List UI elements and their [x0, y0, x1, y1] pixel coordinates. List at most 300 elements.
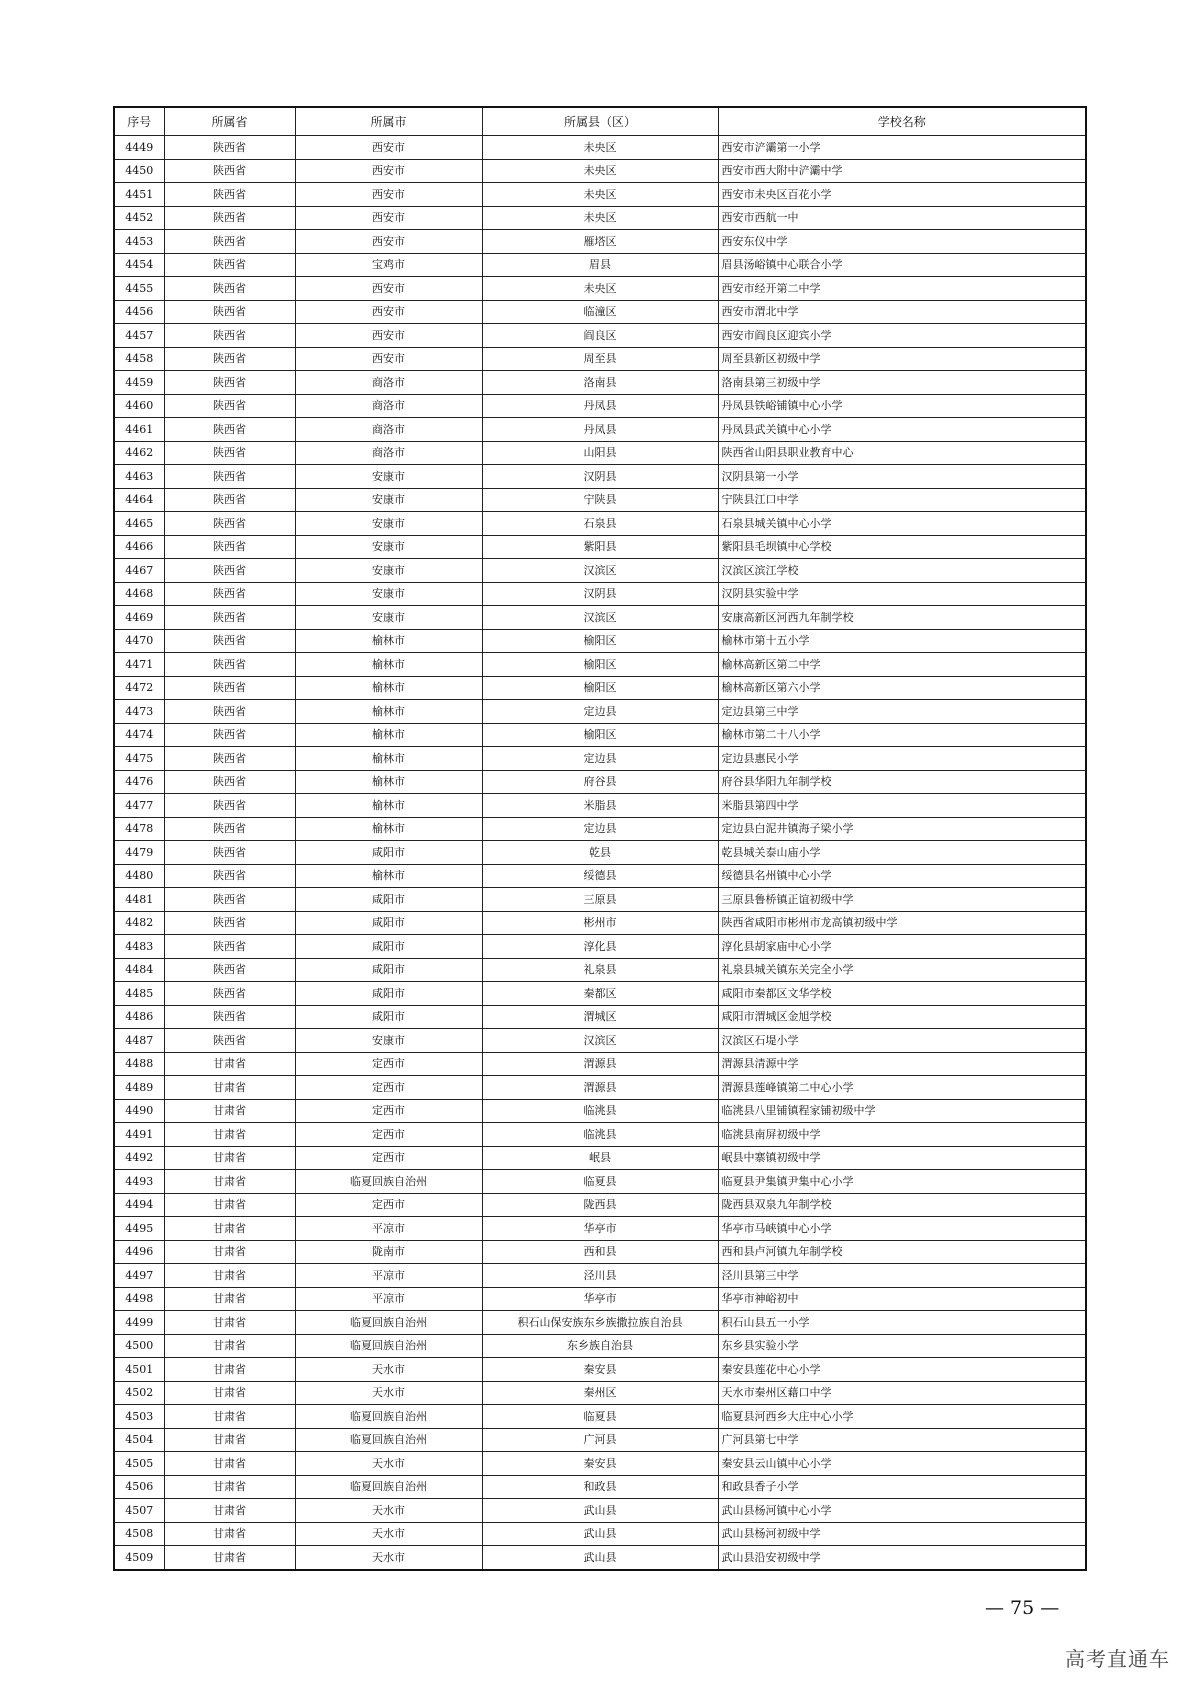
table-row	[114, 347, 1086, 371]
cell-province: 陕西省	[164, 183, 295, 207]
cell-province: 陕西省	[164, 629, 295, 653]
cell-province: 陕西省	[164, 535, 295, 559]
cell-index: 4489	[114, 1076, 164, 1100]
cell-city: 榆林市	[295, 676, 482, 700]
table-row	[114, 1452, 1086, 1476]
table-row	[114, 841, 1086, 865]
cell-county: 秦都区	[482, 982, 718, 1006]
cell-county: 丹凤县	[482, 418, 718, 442]
cell-province: 陕西省	[164, 770, 295, 794]
cell-province: 甘肃省	[164, 1522, 295, 1546]
cell-school-name: 绥德县名州镇中心小学	[718, 864, 1086, 888]
cell-school-name: 紫阳县毛坝镇中心学校	[718, 535, 1086, 559]
cell-city: 天水市	[295, 1358, 482, 1382]
cell-school-name: 西安市经开第二中学	[718, 277, 1086, 301]
cell-county: 洛南县	[482, 371, 718, 395]
cell-province: 陕西省	[164, 888, 295, 912]
cell-county: 榆阳区	[482, 629, 718, 653]
table-row	[114, 300, 1086, 324]
cell-school-name: 三原县鲁桥镇正谊初级中学	[718, 888, 1086, 912]
cell-province: 甘肃省	[164, 1475, 295, 1499]
table-row	[114, 1123, 1086, 1147]
cell-county: 汉滨区	[482, 606, 718, 630]
cell-county: 武山县	[482, 1522, 718, 1546]
table-row	[114, 1334, 1086, 1358]
cell-school-name: 眉县汤峪镇中心联合小学	[718, 253, 1086, 277]
page-number: — 75 —	[985, 1597, 1060, 1619]
cell-province: 陕西省	[164, 418, 295, 442]
cell-school-name: 临夏县河西乡大庄中心小学	[718, 1405, 1086, 1429]
cell-province: 甘肃省	[164, 1217, 295, 1241]
cell-county: 米脂县	[482, 794, 718, 818]
table-row	[114, 606, 1086, 630]
table-row	[114, 1311, 1086, 1335]
table-row	[114, 982, 1086, 1006]
cell-province: 陕西省	[164, 465, 295, 489]
table-row	[114, 1076, 1086, 1100]
cell-province: 陕西省	[164, 206, 295, 230]
cell-province: 甘肃省	[164, 1099, 295, 1123]
cell-school-name: 榆林高新区第二中学	[718, 653, 1086, 677]
cell-city: 榆林市	[295, 723, 482, 747]
cell-province: 陕西省	[164, 512, 295, 536]
cell-county: 渭源县	[482, 1052, 718, 1076]
table-row	[114, 958, 1086, 982]
cell-index: 4470	[114, 629, 164, 653]
table-row	[114, 1217, 1086, 1241]
table-row	[114, 535, 1086, 559]
cell-index: 4505	[114, 1452, 164, 1476]
cell-school-name: 华亭市马峡镇中心小学	[718, 1217, 1086, 1241]
table-row	[114, 1264, 1086, 1288]
cell-school-name: 临洮县南屏初级中学	[718, 1123, 1086, 1147]
cell-city: 临夏回族自治州	[295, 1405, 482, 1429]
table-row	[114, 1358, 1086, 1382]
cell-school-name: 定边县第三中学	[718, 700, 1086, 724]
cell-index: 4469	[114, 606, 164, 630]
cell-province: 陕西省	[164, 982, 295, 1006]
cell-index: 4474	[114, 723, 164, 747]
cell-county: 汉阴县	[482, 582, 718, 606]
table-row	[114, 465, 1086, 489]
cell-index: 4461	[114, 418, 164, 442]
cell-province: 陕西省	[164, 347, 295, 371]
cell-index: 4473	[114, 700, 164, 724]
cell-index: 4490	[114, 1099, 164, 1123]
cell-city: 平凉市	[295, 1217, 482, 1241]
cell-school-name: 泾川县第三中学	[718, 1264, 1086, 1288]
table-row	[114, 1381, 1086, 1405]
cell-city: 咸阳市	[295, 935, 482, 959]
cell-index: 4481	[114, 888, 164, 912]
cell-index: 4485	[114, 982, 164, 1006]
cell-city: 西安市	[295, 347, 482, 371]
cell-province: 甘肃省	[164, 1052, 295, 1076]
table-row	[114, 653, 1086, 677]
table-row	[114, 230, 1086, 254]
cell-index: 4502	[114, 1381, 164, 1405]
cell-city: 安康市	[295, 465, 482, 489]
cell-city: 天水市	[295, 1522, 482, 1546]
table-row	[114, 1099, 1086, 1123]
cell-index: 4454	[114, 253, 164, 277]
cell-index: 4464	[114, 488, 164, 512]
cell-county: 汉滨区	[482, 1029, 718, 1053]
cell-school-name: 陕西省山阳县职业教育中心	[718, 441, 1086, 465]
cell-province: 甘肃省	[164, 1264, 295, 1288]
table-row	[114, 582, 1086, 606]
table-row	[114, 277, 1086, 301]
table-row	[114, 1287, 1086, 1311]
cell-county: 未央区	[482, 159, 718, 183]
cell-city: 安康市	[295, 582, 482, 606]
cell-index: 4484	[114, 958, 164, 982]
cell-city: 安康市	[295, 559, 482, 583]
cell-school-name: 秦安县云山镇中心小学	[718, 1452, 1086, 1476]
cell-county: 临洮县	[482, 1099, 718, 1123]
table-row	[114, 888, 1086, 912]
cell-index: 4477	[114, 794, 164, 818]
cell-city: 临夏回族自治州	[295, 1334, 482, 1358]
cell-province: 甘肃省	[164, 1311, 295, 1335]
cell-county: 渭源县	[482, 1076, 718, 1100]
table-row	[114, 676, 1086, 700]
table-row	[114, 1475, 1086, 1499]
cell-index: 4483	[114, 935, 164, 959]
cell-province: 陕西省	[164, 277, 295, 301]
cell-province: 陕西省	[164, 817, 295, 841]
cell-school-name: 武山县杨河初级中学	[718, 1522, 1086, 1546]
cell-county: 绥德县	[482, 864, 718, 888]
cell-province: 甘肃省	[164, 1334, 295, 1358]
cell-index: 4476	[114, 770, 164, 794]
table-row	[114, 1052, 1086, 1076]
table-row	[114, 700, 1086, 724]
cell-county: 宁陕县	[482, 488, 718, 512]
cell-province: 陕西省	[164, 676, 295, 700]
cell-city: 西安市	[295, 277, 482, 301]
cell-city: 西安市	[295, 183, 482, 207]
cell-county: 阎良区	[482, 324, 718, 348]
cell-school-name: 榆林市第二十八小学	[718, 723, 1086, 747]
table-row	[114, 1405, 1086, 1429]
cell-city: 西安市	[295, 136, 482, 160]
cell-province: 陕西省	[164, 394, 295, 418]
cell-province: 甘肃省	[164, 1076, 295, 1100]
cell-city: 平凉市	[295, 1264, 482, 1288]
cell-city: 天水市	[295, 1452, 482, 1476]
cell-school-name: 广河县第七中学	[718, 1428, 1086, 1452]
cell-county: 紫阳县	[482, 535, 718, 559]
cell-school-name: 西和县卢河镇九年制学校	[718, 1240, 1086, 1264]
cell-school-name: 临夏县尹集镇尹集中心小学	[718, 1170, 1086, 1194]
cell-city: 咸阳市	[295, 1005, 482, 1029]
cell-county: 定边县	[482, 700, 718, 724]
cell-city: 商洛市	[295, 418, 482, 442]
cell-province: 陕西省	[164, 230, 295, 254]
cell-county: 东乡族自治县	[482, 1334, 718, 1358]
table-row	[114, 253, 1086, 277]
table-row	[114, 817, 1086, 841]
cell-county: 临夏县	[482, 1170, 718, 1194]
cell-school-name: 西安市西大附中浐灞中学	[718, 159, 1086, 183]
cell-index: 4509	[114, 1546, 164, 1570]
cell-county: 陇西县	[482, 1193, 718, 1217]
cell-province: 陕西省	[164, 723, 295, 747]
cell-city: 咸阳市	[295, 841, 482, 865]
cell-index: 4458	[114, 347, 164, 371]
cell-county: 乾县	[482, 841, 718, 865]
table-row	[114, 864, 1086, 888]
cell-province: 甘肃省	[164, 1193, 295, 1217]
table-row	[114, 418, 1086, 442]
cell-index: 4479	[114, 841, 164, 865]
cell-school-name: 西安东仪中学	[718, 230, 1086, 254]
cell-province: 甘肃省	[164, 1381, 295, 1405]
cell-city: 临夏回族自治州	[295, 1475, 482, 1499]
header-county: 所属县（区）	[482, 107, 718, 136]
cell-county: 未央区	[482, 277, 718, 301]
cell-index: 4499	[114, 1311, 164, 1335]
cell-county: 榆阳区	[482, 723, 718, 747]
cell-province: 甘肃省	[164, 1358, 295, 1382]
cell-province: 甘肃省	[164, 1405, 295, 1429]
cell-index: 4468	[114, 582, 164, 606]
cell-county: 彬州市	[482, 911, 718, 935]
cell-index: 4465	[114, 512, 164, 536]
cell-index: 4457	[114, 324, 164, 348]
cell-index: 4508	[114, 1522, 164, 1546]
cell-province: 陕西省	[164, 441, 295, 465]
cell-school-name: 汉滨区石堤小学	[718, 1029, 1086, 1053]
cell-index: 4450	[114, 159, 164, 183]
cell-school-name: 榆林市第十五小学	[718, 629, 1086, 653]
table-row	[114, 183, 1086, 207]
cell-school-name: 渭源县莲峰镇第二中心小学	[718, 1076, 1086, 1100]
cell-index: 4500	[114, 1334, 164, 1358]
cell-city: 定西市	[295, 1146, 482, 1170]
cell-county: 华亭市	[482, 1287, 718, 1311]
cell-school-name: 咸阳市秦都区文华学校	[718, 982, 1086, 1006]
cell-index: 4497	[114, 1264, 164, 1288]
header-school-name: 学校名称	[718, 107, 1086, 136]
cell-province: 陕西省	[164, 864, 295, 888]
cell-index: 4503	[114, 1405, 164, 1429]
cell-city: 榆林市	[295, 794, 482, 818]
cell-school-name: 榆林高新区第六小学	[718, 676, 1086, 700]
cell-school-name: 汉阴县第一小学	[718, 465, 1086, 489]
table-row	[114, 441, 1086, 465]
cell-county: 秦州区	[482, 1381, 718, 1405]
cell-city: 安康市	[295, 606, 482, 630]
cell-county: 武山县	[482, 1546, 718, 1570]
cell-city: 天水市	[295, 1381, 482, 1405]
cell-province: 甘肃省	[164, 1428, 295, 1452]
cell-county: 三原县	[482, 888, 718, 912]
table-row	[114, 1193, 1086, 1217]
table-row	[114, 394, 1086, 418]
cell-school-name: 宁陕县江口中学	[718, 488, 1086, 512]
table-row	[114, 1029, 1086, 1053]
cell-county: 榆阳区	[482, 653, 718, 677]
cell-index: 4491	[114, 1123, 164, 1147]
cell-county: 武山县	[482, 1499, 718, 1523]
cell-index: 4475	[114, 747, 164, 771]
cell-city: 商洛市	[295, 371, 482, 395]
cell-index: 4455	[114, 277, 164, 301]
cell-county: 泾川县	[482, 1264, 718, 1288]
cell-county: 汉滨区	[482, 559, 718, 583]
cell-school-name: 乾县城关泰山庙小学	[718, 841, 1086, 865]
cell-county: 临洮县	[482, 1123, 718, 1147]
cell-province: 陕西省	[164, 700, 295, 724]
cell-county: 定边县	[482, 747, 718, 771]
table-row	[114, 136, 1086, 160]
cell-province: 陕西省	[164, 559, 295, 583]
cell-index: 4488	[114, 1052, 164, 1076]
cell-province: 甘肃省	[164, 1146, 295, 1170]
cell-city: 天水市	[295, 1546, 482, 1570]
cell-index: 4453	[114, 230, 164, 254]
cell-county: 定边县	[482, 817, 718, 841]
cell-city: 宝鸡市	[295, 253, 482, 277]
table-row	[114, 159, 1086, 183]
cell-school-name: 丹凤县铁峪铺镇中心小学	[718, 394, 1086, 418]
cell-county: 秦安县	[482, 1452, 718, 1476]
cell-index: 4482	[114, 911, 164, 935]
cell-province: 陕西省	[164, 747, 295, 771]
cell-index: 4467	[114, 559, 164, 583]
table-row	[114, 1146, 1086, 1170]
cell-index: 4460	[114, 394, 164, 418]
table-row	[114, 723, 1086, 747]
cell-city: 榆林市	[295, 700, 482, 724]
cell-school-name: 西安市浐灞第一小学	[718, 136, 1086, 160]
cell-province: 陕西省	[164, 935, 295, 959]
cell-city: 咸阳市	[295, 982, 482, 1006]
cell-province: 陕西省	[164, 371, 295, 395]
cell-index: 4452	[114, 206, 164, 230]
cell-index: 4504	[114, 1428, 164, 1452]
cell-index: 4456	[114, 300, 164, 324]
cell-province: 陕西省	[164, 606, 295, 630]
cell-county: 临潼区	[482, 300, 718, 324]
table-row	[114, 1005, 1086, 1029]
cell-city: 西安市	[295, 206, 482, 230]
cell-province: 陕西省	[164, 488, 295, 512]
table-row	[114, 1428, 1086, 1452]
cell-school-name: 天水市秦州区藉口中学	[718, 1381, 1086, 1405]
cell-school-name: 秦安县莲花中心小学	[718, 1358, 1086, 1382]
cell-index: 4478	[114, 817, 164, 841]
cell-province: 陕西省	[164, 253, 295, 277]
cell-province: 陕西省	[164, 582, 295, 606]
cell-county: 未央区	[482, 183, 718, 207]
cell-index: 4471	[114, 653, 164, 677]
cell-county: 秦安县	[482, 1358, 718, 1382]
cell-school-name: 礼泉县城关镇东关完全小学	[718, 958, 1086, 982]
cell-province: 甘肃省	[164, 1452, 295, 1476]
cell-school-name: 陕西省咸阳市彬州市龙高镇初级中学	[718, 911, 1086, 935]
cell-city: 定西市	[295, 1052, 482, 1076]
cell-school-name: 和政县香子小学	[718, 1475, 1086, 1499]
cell-index: 4501	[114, 1358, 164, 1382]
cell-province: 陕西省	[164, 794, 295, 818]
cell-county: 丹凤县	[482, 394, 718, 418]
table-row	[114, 935, 1086, 959]
cell-province: 陕西省	[164, 841, 295, 865]
cell-province: 甘肃省	[164, 1287, 295, 1311]
cell-province: 陕西省	[164, 958, 295, 982]
cell-county: 未央区	[482, 136, 718, 160]
table-row	[114, 911, 1086, 935]
cell-city: 陇南市	[295, 1240, 482, 1264]
cell-province: 陕西省	[164, 1029, 295, 1053]
cell-school-name: 西安市渭北中学	[718, 300, 1086, 324]
cell-school-name: 咸阳市渭城区金旭学校	[718, 1005, 1086, 1029]
cell-county: 淳化县	[482, 935, 718, 959]
cell-city: 定西市	[295, 1123, 482, 1147]
table-row	[114, 488, 1086, 512]
cell-city: 西安市	[295, 324, 482, 348]
cell-index: 4466	[114, 535, 164, 559]
cell-county: 礼泉县	[482, 958, 718, 982]
cell-county: 广河县	[482, 1428, 718, 1452]
cell-city: 西安市	[295, 300, 482, 324]
cell-city: 咸阳市	[295, 888, 482, 912]
cell-index: 4494	[114, 1193, 164, 1217]
cell-city: 西安市	[295, 230, 482, 254]
table-row	[114, 794, 1086, 818]
cell-index: 4463	[114, 465, 164, 489]
cell-province: 陕西省	[164, 1005, 295, 1029]
cell-county: 和政县	[482, 1475, 718, 1499]
cell-county: 华亭市	[482, 1217, 718, 1241]
cell-school-name: 武山县沿安初级中学	[718, 1546, 1086, 1570]
cell-county: 岷县	[482, 1146, 718, 1170]
cell-city: 临夏回族自治州	[295, 1311, 482, 1335]
cell-province: 甘肃省	[164, 1123, 295, 1147]
cell-school-name: 淳化县胡家庙中心小学	[718, 935, 1086, 959]
table-row	[114, 1522, 1086, 1546]
cell-index: 4498	[114, 1287, 164, 1311]
watermark: 高考直通车	[1065, 1647, 1170, 1671]
cell-city: 定西市	[295, 1099, 482, 1123]
cell-school-name: 东乡县实验小学	[718, 1334, 1086, 1358]
table-row	[114, 512, 1086, 536]
cell-index: 4506	[114, 1475, 164, 1499]
table-row	[114, 770, 1086, 794]
cell-province: 陕西省	[164, 911, 295, 935]
cell-school-name: 陇西县双泉九年制学校	[718, 1193, 1086, 1217]
school-list-table	[113, 106, 1087, 1571]
cell-city: 安康市	[295, 535, 482, 559]
cell-index: 4492	[114, 1146, 164, 1170]
cell-city: 安康市	[295, 488, 482, 512]
cell-city: 天水市	[295, 1499, 482, 1523]
cell-city: 定西市	[295, 1193, 482, 1217]
cell-city: 商洛市	[295, 441, 482, 465]
cell-county: 石泉县	[482, 512, 718, 536]
cell-province: 陕西省	[164, 159, 295, 183]
cell-index: 4486	[114, 1005, 164, 1029]
cell-index: 4487	[114, 1029, 164, 1053]
cell-city: 临夏回族自治州	[295, 1170, 482, 1194]
cell-school-name: 汉滨区滨江学校	[718, 559, 1086, 583]
table-row	[114, 1499, 1086, 1523]
table-row	[114, 1170, 1086, 1194]
cell-city: 榆林市	[295, 864, 482, 888]
